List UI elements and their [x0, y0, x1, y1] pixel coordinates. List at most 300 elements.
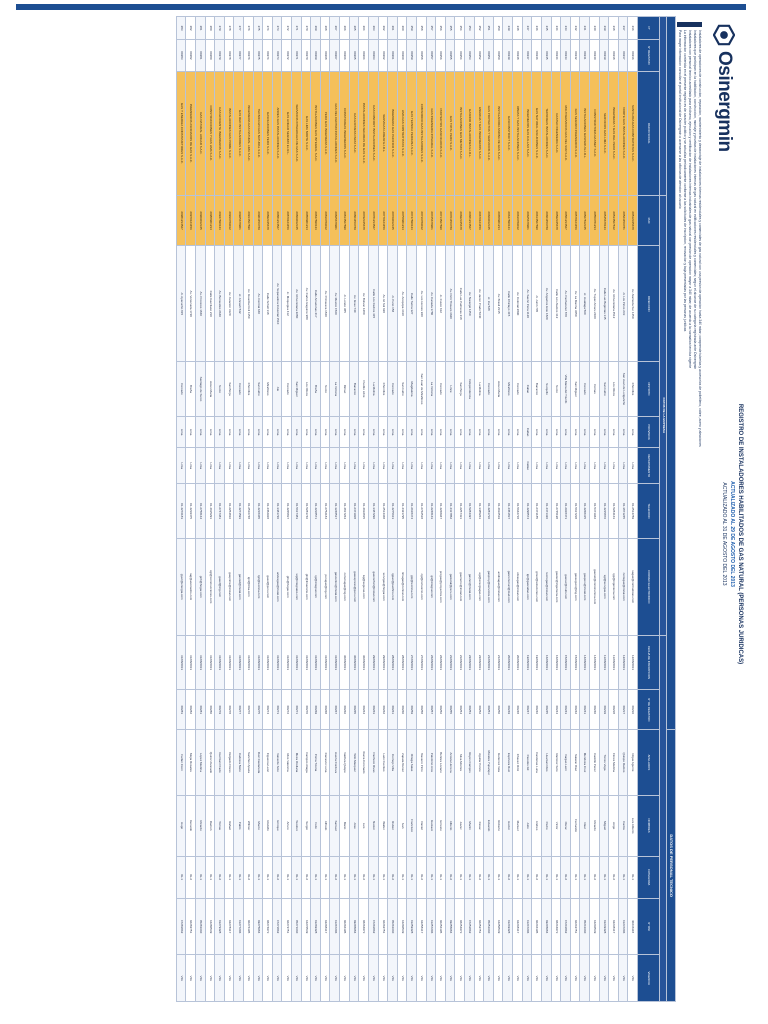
table-cell: Lima	[186, 416, 196, 448]
table-cell: 20747890123	[407, 195, 417, 246]
table-row[interactable]	[215, 17, 225, 1002]
table-cell: Gustavo	[426, 795, 436, 856]
table-cell: egi@energiagas.com	[474, 538, 484, 635]
column-header[interactable]: DIRECCION	[638, 246, 660, 362]
table-cell: Lopez Medina	[195, 730, 205, 795]
table-cell: tgn@tecnica.com	[253, 538, 263, 635]
table-cell: INSTALACIONES GAS INTEGRAL S.A.C.	[311, 71, 321, 195]
table-cell: 20736789012	[416, 195, 426, 246]
table-cell: 20914567890	[244, 195, 254, 246]
table-cell: 00254	[455, 690, 465, 730]
table-cell: 00264	[359, 690, 369, 730]
table-cell: 250	[493, 17, 503, 40]
table-row[interactable]	[513, 17, 523, 1002]
table-cell: VIG	[215, 955, 225, 1002]
table-cell: Lima	[561, 448, 571, 484]
table-cell: 47283862	[176, 898, 186, 955]
table-row[interactable]	[330, 17, 340, 1002]
column-header[interactable]: NOMBRES	[638, 795, 660, 856]
table-row[interactable]	[340, 17, 350, 1002]
table-cell: Sergio	[301, 795, 311, 856]
table-cell: 29/08/2013	[378, 635, 388, 690]
table-cell: Lima	[301, 448, 311, 484]
table-cell: Pablo	[234, 795, 244, 856]
table-row[interactable]	[445, 17, 455, 1002]
table-cell: San Borja	[224, 362, 234, 417]
table-group-row	[660, 17, 667, 1002]
table-cell: 279	[215, 17, 225, 40]
table-cell: 42238317	[609, 898, 619, 955]
table-cell: 27/08/2013	[407, 635, 417, 690]
table-cell: 31/08/2013	[195, 635, 205, 690]
table-row[interactable]	[474, 17, 484, 1002]
table-row[interactable]	[292, 17, 302, 1002]
table-cell: 20603456789	[541, 195, 551, 246]
column-header[interactable]: PROVINCIA	[638, 416, 660, 448]
table-cell: 31/08/2013	[292, 635, 302, 690]
table-cell: 00260	[397, 690, 407, 730]
table-cell: TECNOGAS INSTALADORES S.A.C.	[541, 71, 551, 195]
table-cell: Lima	[340, 448, 350, 484]
table-cell: Mario	[340, 795, 350, 856]
table-row[interactable]	[388, 17, 398, 1002]
table-cell: Castillo Perez	[589, 730, 599, 795]
table-cell: VIG	[445, 955, 455, 1002]
table-cell: 20681234567	[465, 195, 475, 246]
table-cell: VIG	[484, 955, 494, 1002]
table-cell: 40256195	[436, 898, 446, 955]
table-cell: GAS INGENIERIA INTEGRAL S.A.C.	[426, 71, 436, 195]
table-cell: San Isidro	[253, 362, 263, 417]
table-cell: 00253	[465, 40, 475, 72]
table-cell: 42268317	[320, 898, 330, 955]
table-cell: 28/08/2013	[388, 635, 398, 690]
table-row[interactable]	[455, 17, 465, 1002]
table-cell: IG-1	[580, 856, 590, 898]
table-cell: 00272	[282, 40, 292, 72]
table-cell: 15/08/2013	[570, 635, 580, 690]
table-cell: 00241	[580, 690, 590, 730]
table-cell: VIG	[292, 955, 302, 1002]
table-cell: IG-2	[609, 856, 619, 898]
column-header[interactable]: N° DE REGISTRO	[638, 690, 660, 730]
table-cell: Manuel	[513, 795, 523, 856]
table-row[interactable]	[503, 17, 513, 1002]
table-cell: Aguilar Ponce	[474, 730, 484, 795]
table-cell: 252	[474, 17, 484, 40]
table-cell: 43249428	[503, 898, 513, 955]
table-cell: 00279	[215, 690, 225, 730]
table-row[interactable]	[186, 17, 196, 1002]
table-cell: 43279428	[215, 898, 225, 955]
table-cell: 267	[330, 17, 340, 40]
table-row[interactable]	[359, 17, 369, 1002]
table-row[interactable]	[407, 17, 417, 1002]
table-cell: Carrasco Luna	[320, 730, 330, 795]
table-cell: 45261640	[388, 898, 398, 955]
table-cell: Quiroz Alvarado	[205, 730, 215, 795]
table-cell: gassur@multi.com	[561, 538, 571, 635]
table-cell: 19/08/2013	[532, 635, 542, 690]
table-cell: 01-5284163	[609, 484, 619, 539]
table-cell: 20/08/2013	[513, 635, 523, 690]
table-row[interactable]	[570, 17, 580, 1002]
table-cell: 273	[272, 17, 282, 40]
table-row[interactable]	[301, 17, 311, 1002]
table-cell: Valdivia Quispe	[340, 730, 350, 795]
table-cell: iag@asociados.com	[186, 538, 196, 635]
table-cell: Av. Bolivar 1280	[359, 246, 369, 362]
table-cell: Mendoza Cruz	[580, 730, 590, 795]
table-cell: INGENIEROS GAS CALLAO S.A.C.	[522, 71, 532, 195]
table-row[interactable]	[426, 17, 436, 1002]
table-cell: 00250	[493, 690, 503, 730]
table-cell: Jorge	[609, 795, 619, 856]
table-cell: IG-2	[503, 856, 513, 898]
table-cell: 01-4268947	[436, 484, 446, 539]
table-cell: 44270539	[301, 898, 311, 955]
table-cell: 00238	[609, 690, 619, 730]
table-cell: VIG	[272, 955, 282, 1002]
table-cell: 20892345678	[263, 195, 273, 246]
table-cell: Lima	[234, 448, 244, 484]
table-row[interactable]	[349, 17, 359, 1002]
table-cell: 48274973	[263, 898, 273, 955]
table-cell: 01-4281736	[484, 484, 494, 539]
table-row[interactable]	[609, 17, 619, 1002]
note-bullet-icon	[692, 22, 697, 27]
table-cell: Pacheco Rivas	[368, 730, 378, 795]
table-cell: Lima	[493, 448, 503, 484]
table-cell: Benites Lozano	[436, 730, 446, 795]
table-cell: Walter	[378, 795, 388, 856]
table-cell: 31/08/2013	[330, 635, 340, 690]
table-cell: 00249	[503, 690, 513, 730]
table-row[interactable]	[311, 17, 321, 1002]
table-cell: IG-2	[244, 856, 254, 898]
table-cell: Lima	[349, 416, 359, 448]
table-cell: 00255	[445, 40, 455, 72]
table-header-row	[638, 17, 660, 1002]
table-cell: gasconstruct@mail.com	[503, 538, 513, 635]
column-header[interactable]: RAZON SOCIAL	[638, 71, 660, 195]
table-cell: GAS HOGAR SEGURO E.I.R.L.	[282, 71, 292, 195]
table-cell: VIG	[244, 955, 254, 1002]
table-cell: Lima	[628, 448, 638, 484]
table-cell: IG-1	[253, 856, 263, 898]
table-row[interactable]	[493, 17, 503, 1002]
table-row[interactable]	[282, 17, 292, 1002]
table-cell: Jr. Loreto 385	[340, 246, 350, 362]
column-header[interactable]: FECHA DE INSCRIPCION	[638, 635, 660, 690]
table-cell: 43239428	[599, 898, 609, 955]
table-cell: 45271640	[292, 898, 302, 955]
table-row[interactable]	[551, 17, 561, 1002]
table-cell: Victor	[551, 795, 561, 856]
registry-table	[176, 16, 676, 1002]
table-cell: Lima	[244, 416, 254, 448]
table-cell: 20658901234	[493, 195, 503, 246]
table-cell: Lima	[465, 416, 475, 448]
table-cell: Lima	[340, 416, 350, 448]
table-cell: Lima	[224, 448, 234, 484]
table-cell: VIG	[301, 955, 311, 1002]
table-row[interactable]	[368, 17, 378, 1002]
table-cell: 01-2473185	[532, 484, 542, 539]
table-cell: 00257	[426, 40, 436, 72]
table-cell: Alfredo	[320, 795, 330, 856]
table-cell: gasperu@instal.com	[580, 538, 590, 635]
table-cell: IG-1	[234, 856, 244, 898]
table-cell: 46272751	[282, 898, 292, 955]
table-row[interactable]	[628, 17, 638, 1002]
table-cell: 00274	[263, 40, 273, 72]
table-cell: 00283	[176, 40, 186, 72]
table-cell: 251	[484, 17, 494, 40]
table-cell: Fernando	[570, 795, 580, 856]
table-row[interactable]	[580, 17, 590, 1002]
table-cell: VIG	[253, 955, 263, 1002]
table-cell: IG-1	[493, 856, 503, 898]
table-cell: 01-4275613	[388, 484, 398, 539]
table-row[interactable]	[484, 17, 494, 1002]
table-cell: 44260539	[397, 898, 407, 955]
table-cell: GASTEC INGENIERIA S.A.C.	[551, 71, 561, 195]
table-cell: Lima	[263, 448, 273, 484]
table-cell: Pedro	[541, 795, 551, 856]
table-cell: Cercado	[436, 362, 446, 417]
table-cell: 236	[628, 17, 638, 40]
table-cell: 00237	[618, 40, 628, 72]
column-header[interactable]: TELEFONO	[638, 484, 660, 539]
table-cell: 00270	[301, 40, 311, 72]
table-row[interactable]	[195, 17, 205, 1002]
table-cell: IG-2	[186, 856, 196, 898]
table-cell: 01-2918473	[561, 484, 571, 539]
table-cell: 00277	[234, 690, 244, 730]
table-cell: INSTALACIONES GAS PRIME S.A.C.	[224, 71, 234, 195]
table-cell: 41247206	[522, 898, 532, 955]
table-cell: 00239	[599, 40, 609, 72]
table-cell: 20825678901	[330, 195, 340, 246]
table-cell: 01-2516748	[244, 484, 254, 539]
table-row[interactable]	[522, 17, 532, 1002]
table-cell: Alberto	[445, 795, 455, 856]
table-row[interactable]	[416, 17, 426, 1002]
table-band-row	[667, 17, 676, 1002]
table-cell: 266	[340, 17, 350, 40]
table-row[interactable]	[618, 17, 628, 1002]
table-row[interactable]	[397, 17, 407, 1002]
table-cell: 245	[541, 17, 551, 40]
table-cell: 20981234567	[176, 195, 186, 246]
table-cell: VIG	[205, 955, 215, 1002]
registry-table-container	[176, 16, 676, 1002]
table-cell: 00268	[320, 690, 330, 730]
column-header[interactable]: DISTRITO	[638, 362, 660, 417]
table-cell: VIG	[609, 955, 619, 1002]
table-cell: 248	[513, 17, 523, 40]
table-row[interactable]	[561, 17, 571, 1002]
table-row[interactable]	[272, 17, 282, 1002]
table-cell: La Molina	[474, 362, 484, 417]
table-row[interactable]	[589, 17, 599, 1002]
table-cell: 00244	[551, 690, 561, 730]
table-cell: Lima	[513, 448, 523, 484]
table-cell: 00259	[407, 690, 417, 730]
table-cell: 01-2762518	[416, 484, 426, 539]
table-cell: IG-2	[416, 856, 426, 898]
brand-name: Osinergmin	[714, 51, 735, 152]
table-cell: 20725678901	[426, 195, 436, 246]
table-cell: Guzman Prado	[215, 730, 225, 795]
table-cell: Lima	[282, 448, 292, 484]
table-cell: VIG	[599, 955, 609, 1002]
table-cell: Julio	[522, 795, 532, 856]
table-cell: cgl@construcciones.com	[205, 538, 215, 635]
table-cell: 00256	[436, 690, 446, 730]
table-row[interactable]	[244, 17, 254, 1002]
table-cell: VIG	[186, 955, 196, 1002]
table-cell: VIG	[513, 955, 523, 1002]
table-cell: Barranco	[349, 362, 359, 417]
table-row[interactable]	[234, 17, 244, 1002]
table-cell: Hugo	[176, 795, 186, 856]
column-header[interactable]: N°	[638, 17, 660, 40]
table-cell: 46262751	[378, 898, 388, 955]
table-cell: IG-2	[215, 856, 225, 898]
column-header[interactable]: N° REGISTRO	[638, 40, 660, 72]
table-cell: Lima	[570, 448, 580, 484]
table-row[interactable]	[263, 17, 273, 1002]
table-cell: 00271	[292, 690, 302, 730]
table-cell: Carlos	[618, 795, 628, 856]
table-cell: 01-2471938	[349, 484, 359, 539]
table-row[interactable]	[253, 17, 263, 1002]
table-cell: Mejia Rosales	[186, 730, 196, 795]
table-cell: NORTE GAS INSTALACIONES S.A.C.	[618, 71, 628, 195]
table-cell: Calle Garcilaso 210	[205, 246, 215, 362]
table-cell: IG-2	[474, 856, 484, 898]
table-cell: Vargas Leon	[561, 730, 571, 795]
table-cell: 00259	[407, 40, 417, 72]
table-cell: Rodolfo	[263, 795, 273, 856]
table-cell: 01-4276183	[176, 484, 186, 539]
table-cell: 01-4218365	[253, 484, 263, 539]
table-cell: 31/08/2013	[282, 635, 292, 690]
table-cell: servigas@hogar.com	[378, 538, 388, 635]
table-cell: Av. Universitaria 2280	[292, 246, 302, 362]
table-cell: 00268	[320, 40, 330, 72]
table-cell: gyec@energia.com	[176, 538, 186, 635]
table-cell: Lima	[609, 416, 619, 448]
column-header[interactable]: CORREO ELECTRONICO	[638, 538, 660, 635]
table-cell: Lima	[407, 448, 417, 484]
table-cell: GAS RED INSTALADORES S.A.C.	[234, 71, 244, 195]
table-row[interactable]	[599, 17, 609, 1002]
table-cell: Poma Ticona	[311, 730, 321, 795]
table-cell: Lima	[301, 416, 311, 448]
table-cell: CONSTRUCCIONES Y GAS LIMA S.A.C.	[205, 71, 215, 195]
table-cell: ghs@hogar.com	[282, 538, 292, 635]
page-subtitle: ACTUALIZADO AL 29 DE AGOSTO DEL 2013	[729, 481, 735, 587]
table-cell: PERU GAS INGENIERIA S.A.C.	[320, 71, 330, 195]
table-cell: Av. Mexico 1560	[330, 246, 340, 362]
column-header[interactable]: CATEGORIA	[638, 856, 660, 898]
table-cell: Lima	[359, 448, 369, 484]
table-cell: Arturo	[282, 795, 292, 856]
table-cell: Jr. Huallaga 560	[580, 246, 590, 362]
table-row[interactable]	[436, 17, 446, 1002]
table-row[interactable]	[205, 17, 215, 1002]
column-header[interactable]: RUC	[638, 195, 660, 246]
table-cell: 31/08/2013	[263, 635, 273, 690]
table-row[interactable]	[224, 17, 234, 1002]
table-cell: VIG	[628, 955, 638, 1002]
table-row[interactable]	[378, 17, 388, 1002]
table-cell: Jr. Moquegua 412	[282, 246, 292, 362]
table-cell: 42248317	[513, 898, 523, 955]
table-cell: Lima	[272, 416, 282, 448]
table-cell: Lima	[388, 448, 398, 484]
table-cell: 00260	[397, 40, 407, 72]
table-cell: Lima	[311, 448, 321, 484]
table-row[interactable]	[320, 17, 330, 1002]
column-header[interactable]: DEPARTAMENTO	[638, 448, 660, 484]
table-cell: Daniel	[416, 795, 426, 856]
table-cell: IG-1	[465, 856, 475, 898]
table-cell: Sanchez Apaza	[244, 730, 254, 795]
column-header[interactable]: N° DNI	[638, 898, 660, 955]
table-cell: VIG	[388, 955, 398, 1002]
table-cell: Ramon	[205, 795, 215, 856]
column-header[interactable]: APELLIDOS	[638, 730, 660, 795]
column-header[interactable]: VIGENCIA	[638, 955, 660, 1002]
table-row[interactable]	[176, 17, 186, 1002]
page-subtitle-secondary: ACTUALIZADO AL 31 DE AGOSTO DEL 2013	[721, 482, 728, 586]
table-cell: 00244	[551, 40, 561, 72]
table-cell: IG-1	[551, 856, 561, 898]
table-cell: 20578123456	[570, 195, 580, 246]
table-cell: 00258	[416, 690, 426, 730]
table-row[interactable]	[532, 17, 542, 1002]
table-cell: IG-1	[224, 856, 234, 898]
table-cell: LIMA GAS CONTRATISTAS S.A.C.	[397, 71, 407, 195]
table-cell: 00252	[474, 690, 484, 730]
table-cell: gasef@ing.com	[215, 538, 225, 635]
table-cell: sgl@servgas.com	[599, 538, 609, 635]
table-cell: 01-4452918	[263, 484, 273, 539]
table-cell: 44250539	[493, 898, 503, 955]
table-cell: OBRAS Y GAS INSTALACIONES S.A.C.	[513, 71, 523, 195]
table-cell: Lima	[628, 416, 638, 448]
table-cell: ANDES GAS INSTALACIONES S.A.C.	[272, 71, 282, 195]
table-cell: GAS Y ENERGIA CONSTRUCTORES S.A.C.	[176, 71, 186, 195]
table-cell: 00263	[368, 40, 378, 72]
table-cell: Paredes Gil	[522, 730, 532, 795]
table-row[interactable]	[465, 17, 475, 1002]
table-row[interactable]	[541, 17, 551, 1002]
table-cell: Av. Universitaria 4512	[609, 246, 619, 362]
table-cell: Calle Los Cedros 415	[368, 246, 378, 362]
table-cell: GAS SEGURO INGENIEROS S.A.C.	[570, 71, 580, 195]
table-cell: Cercado	[282, 362, 292, 417]
table-cell: Cabrera Nieto	[234, 730, 244, 795]
table-cell: Lima	[205, 416, 215, 448]
table-cell: 00236	[628, 690, 638, 730]
table-cell: Lima	[609, 448, 619, 484]
table-cell: Lima	[474, 416, 484, 448]
